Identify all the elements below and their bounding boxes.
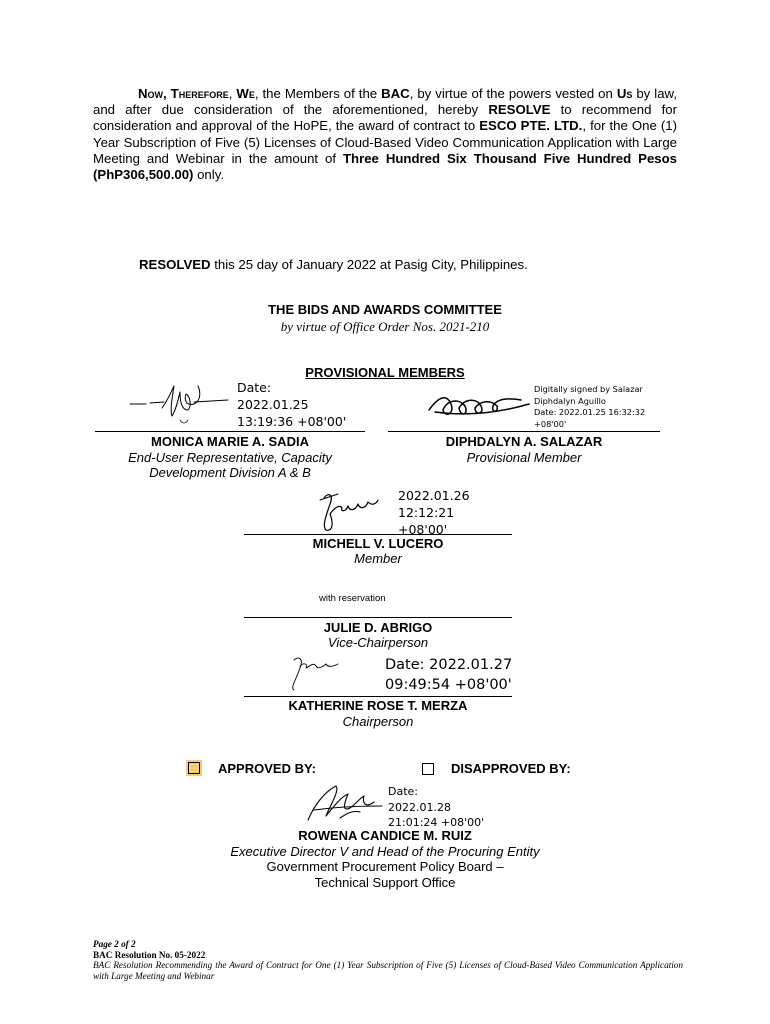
section-title: PROVISIONAL MEMBERS [305,365,465,380]
page-number: Page 2 of 2 [93,939,136,949]
signature-line [244,617,512,618]
text-fragment: only. [193,167,224,183]
date-line: Date: 2022.01.27 [385,657,513,673]
text-fragment: , for the One (1) Year Subscription of Five (5) Licenses of Cloud-Based Video Communication Application with Large Meeting and Webinar in the amount of [93,118,678,166]
amount: Three Hundred Six Thousand Five Hundred Pesos (PhP306,500.00) [93,150,677,183]
approved-checkbox[interactable] [188,762,200,774]
ruiz-date [388,784,484,831]
signature-salazar [425,390,535,424]
date-line: 13:19:36 +08'00' [237,414,347,429]
sadia-role-2: Development Division A & B [149,465,311,480]
ruiz-role-3: Technical Support Office [314,875,456,890]
resolve: RESOLVE [488,102,551,118]
ruiz-role-1: Executive Director V and Head of the Procuring Entity [230,844,540,859]
committee-title: THE BIDS AND AWARDS COMMITTEE [268,302,502,317]
abrigo-note: with reservation [319,593,386,604]
merza-date [385,655,512,695]
signature-line [244,696,512,697]
now-therefore: Now, Therefore [138,86,229,101]
date-line: 09:49:54 +08'00' [385,677,512,693]
approved-label: APPROVED BY: [218,761,316,776]
disapproved-label: DISAPPROVED BY: [451,761,571,776]
text-fragment: , [228,86,237,101]
ruiz-name: ROWENA CANDICE M. RUIZ [298,828,472,843]
sadia-role-1: End-User Representative, Capacity [128,450,332,465]
salazar-role: Provisional Member [466,450,582,465]
date-line: 2022.01.28 [388,800,451,814]
we: We [236,86,255,101]
committee-subtitle: by virtue of Office Order Nos. 2021-210 [280,319,490,334]
resolution-description: BAC Resolution Recommending the Award of Contract for One (1) Year Subscription of Five (5) Licenses of Cloud-Based Video Communication Application with Large Meeting and Webinar [93,960,683,981]
signature-lucero [312,490,392,534]
date-line: 12:12:21 [398,505,455,520]
lucero-role: Member [354,551,402,566]
ruiz-role-2: Government Procurement Policy Board – [266,859,504,874]
merza-role: Chairperson [342,714,414,729]
digital-line: Diphdalyn Aguillo [534,395,606,406]
lucero-name: MICHELL V. LUCERO [312,536,444,551]
text-fragment: to recommend for consideration and approval of the HoPE, the award of contract to [93,102,678,134]
signature-merza [284,652,344,694]
date-line: 2022.01.26 [398,488,470,503]
date-line: 21:01:24 +08'00' [388,816,485,829]
awardee: ESCO PTE. LTD. [479,118,583,134]
sadia-name: MONICA MARIE A. SADIA [151,434,309,449]
resolved-label: RESOLVED [139,257,211,272]
resolution-number: BAC Resolution No. 05-2022 [93,949,206,960]
disapproved-checkbox[interactable] [422,763,434,775]
signature-sadia [128,380,233,428]
digital-line: Digitally signed by Salazar [534,384,643,394]
sadia-date [237,379,346,430]
salazar-digital-signature [534,384,645,430]
date-line: +08'00' [398,522,448,537]
salazar-name: DIPHDALYN A. SALAZAR [445,434,603,449]
approved-checkbox-highlight [186,760,202,776]
resolution-paragraph [93,86,677,183]
signature-line [388,431,660,432]
us: Us [616,86,633,101]
page-footer [93,939,683,981]
digital-line: Date: 2022.01.25 16:32:32 [534,407,646,417]
date-line: Date: [237,380,272,395]
resolved-text: this 25 day of January 2022 at Pasig City, Philippines. [210,257,528,272]
digital-line: +08'00' [534,418,567,429]
merza-name: KATHERINE ROSE T. MERZA [288,698,468,713]
resolved-line [139,257,528,272]
date-line: Date: [388,785,418,798]
signature-ruiz [300,780,390,828]
text-fragment: by law, and after due consideration of the aforementioned, hereby [93,86,677,118]
lucero-date [398,487,470,538]
date-line: 2022.01.25 [237,397,309,412]
abrigo-role: Vice-Chairperson [327,635,429,650]
text-fragment: , the Members of the [254,86,382,101]
bac: BAC [381,86,410,101]
abrigo-name: JULIE D. ABRIGO [323,620,433,635]
signature-line [95,431,365,432]
text-fragment: , by virtue of the powers vested on [409,86,617,101]
signature-line [244,534,512,535]
